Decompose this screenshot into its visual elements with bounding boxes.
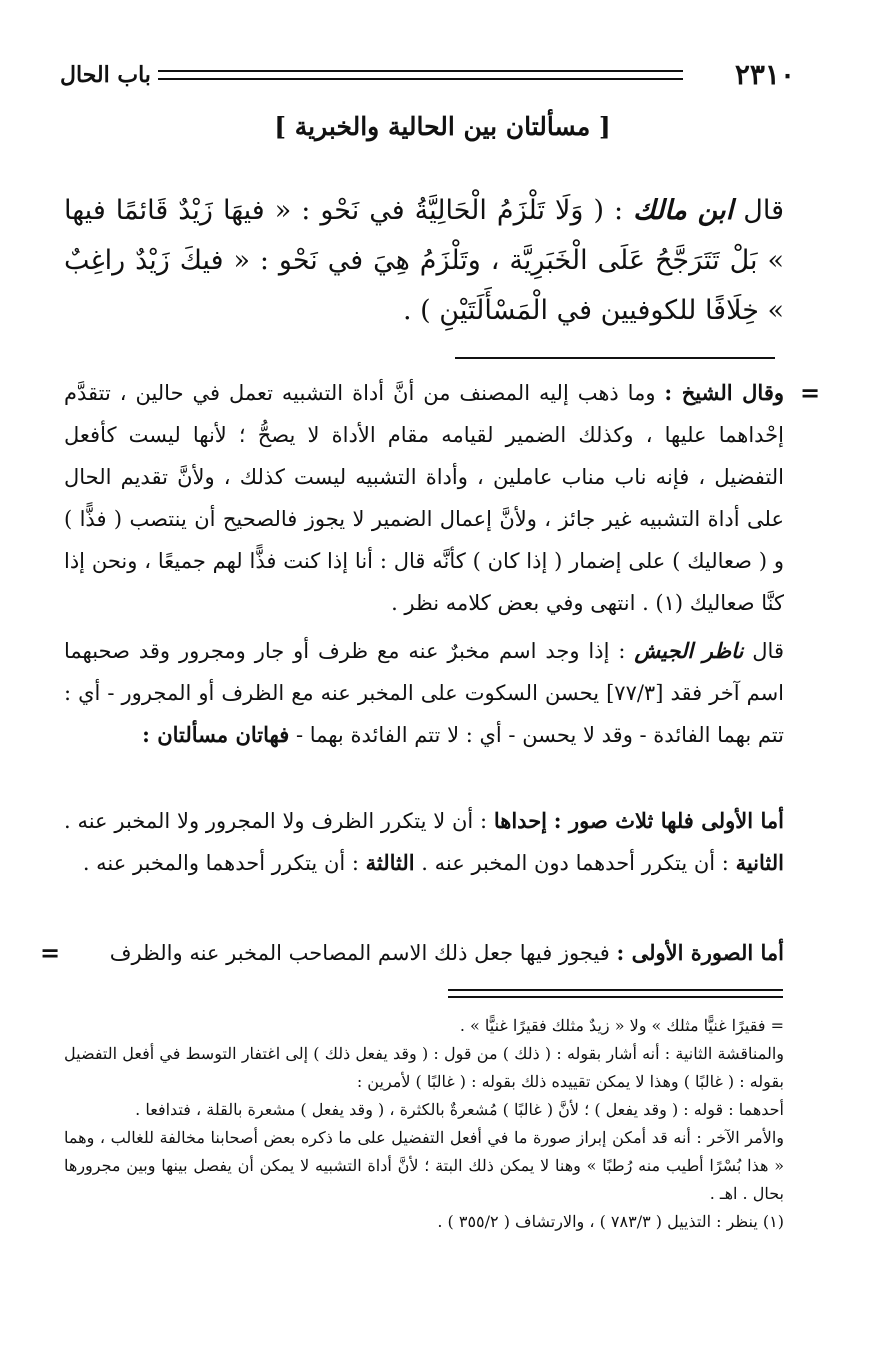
section-title: [ مسألتان بين الحالية والخبرية ] <box>274 112 611 141</box>
author-name: ابن مالك <box>633 195 734 226</box>
case-three-label: الثالثة <box>365 850 415 875</box>
paragraph-lead: أما الصورة الأولى : <box>616 940 784 965</box>
text-divider <box>455 357 775 359</box>
main-text <box>64 186 784 336</box>
case-two-text: : أن يتكرر أحدهما دون المخبر عنه . <box>421 851 729 875</box>
header-rule <box>158 70 683 80</box>
paragraph-lead: أما الأولى فلها ثلاث صور : <box>553 808 784 833</box>
commentary-paragraph-4 <box>64 932 784 974</box>
footnote-rule <box>448 989 783 998</box>
footnote-line: أحدهما : قوله : ( وقد يفعل ) ؛ لأنَّ ( غالبًا ) مُشعرةٌ بالكثرة ، ( وقد يفعل ) مشعرة بالقلة ، فتدافعا . <box>135 1100 784 1119</box>
commentary-paragraph-1 <box>64 372 784 624</box>
footnote-line: = فقيرًا غنيًّا مثلك » ولا « زيدٌ مثلك فقيرًا غنيًّا » . <box>459 1016 784 1035</box>
footnote-reference: (١) ينظر : التذييل ( ٧٨٣/٣ ) ، والارتشاف ( ٣٥٥/٢ ) . <box>437 1212 784 1231</box>
footnote-line: والأمر الآخر : أنه قد أمكن إبراز صورة ما في أفعل التفضيل على ما ذكره بعض أصحابنا مخالفة للغالب ، وهما « هذا بُسْرًا أطيب منه رُطبًا » وهنا لا يمكن ذلك البتة ؛ لأنَّ أداة التشبيه لا يمكن أن يفصل بينها وبين مجرورها بحال . اهـ . <box>64 1128 784 1203</box>
main-paragraph <box>64 186 784 336</box>
paragraph-lead: وقال الشيخ : <box>664 380 784 405</box>
case-three-text: : أن يتكرر أحدهما والمخبر عنه . <box>82 851 359 875</box>
running-header <box>60 58 795 98</box>
commentary-paragraph-3 <box>64 800 784 884</box>
page-number: ٢٣١٠ <box>734 58 795 91</box>
paragraph-text: : إذا وجد اسم مخبرٌ عنه مع ظرف أو جار ومجرور وقد صحبهما اسم آخر فقد [٧٧/٣] يحسن السكوت على المخبر عنه مع الظرف أو المجرور - أي : تتم بهما الفائدة - وقد لا يحسن - أي : لا تتم الفائدة بهما - <box>64 639 784 747</box>
commentary-paragraph-2 <box>64 630 784 756</box>
paragraph-text: وما ذهب إليه المصنف من أنَّ أداة التشبيه تعمل في حالين ، تتقدَّم إحْداهما عليها ، وكذلك الضمير لقيامه مقام الأداة لا يصحُّ ؛ لأنها ليست كأفعل التفضيل ، فإنه ناب مناب عاملين ، وأداة التشبيه ليست كذلك ، ولأنَّ تقديم الحال على أداة التشبيه غير جائز ، ولأنَّ إعمال الضمير لا يجوز فالصحيح أن ينتصب ( فذًّا ) و ( صعاليك ) على إضمار ( إذا كان ) كأنَّه قال : أنا إذا كنت فذًّا لهم جميعًا ، ونحن إذا كنَّا صعاليك (١) . انتهى وفي بعض كلامه نظر . <box>64 381 784 615</box>
footnotes <box>64 1012 784 1236</box>
chapter-title: باب الحال <box>60 62 151 88</box>
paragraph-text: فيجوز فيها جعل ذلك الاسم المصاحب المخبر عنه والظرف <box>109 941 610 965</box>
continuation-mark-top: = <box>800 378 821 407</box>
case-two-label: الثانية <box>735 850 784 875</box>
case-one-label: إحداها <box>493 808 548 833</box>
paragraph-intro: قال <box>752 639 784 663</box>
case-one-text: : أن لا يتكرر الظرف ولا المجرور ولا المخبر عنه . <box>64 809 488 833</box>
footnote-line: والمناقشة الثانية : أنه أشار بقوله : ( ذلك ) من قول : ( وقد يفعل ذلك ) إلى اغتفار التوسط في أفعل التفضيل بقوله : ( غالبًا ) وهذا لا يمكن تقييده ذلك بقوله : ( غالبًا ) لأمرين : <box>64 1044 784 1091</box>
scholar-name: ناظر الجيش <box>634 638 744 663</box>
paragraph-end: فهاتان مسألتان : <box>142 722 290 747</box>
main-intro: قال <box>743 195 784 226</box>
main-body: : ( وَلَا تَلْزَمُ الْحَالِيَّةُ في نَحْو : « فيهَا زَيْدٌ قَائمًا فيها » بَلْ تَتَرَجَّحُ عَلَى الْخَبَرِيَّة ، وتَلْزَمُ هِيَ في نَحْو : « فيكَ زَيْدٌ راغِبٌ » خِلَافًا للكوفيين في الْمَسْأَلَتَيْنِ ) . <box>64 195 784 326</box>
continuation-mark-bottom: = <box>40 938 61 967</box>
